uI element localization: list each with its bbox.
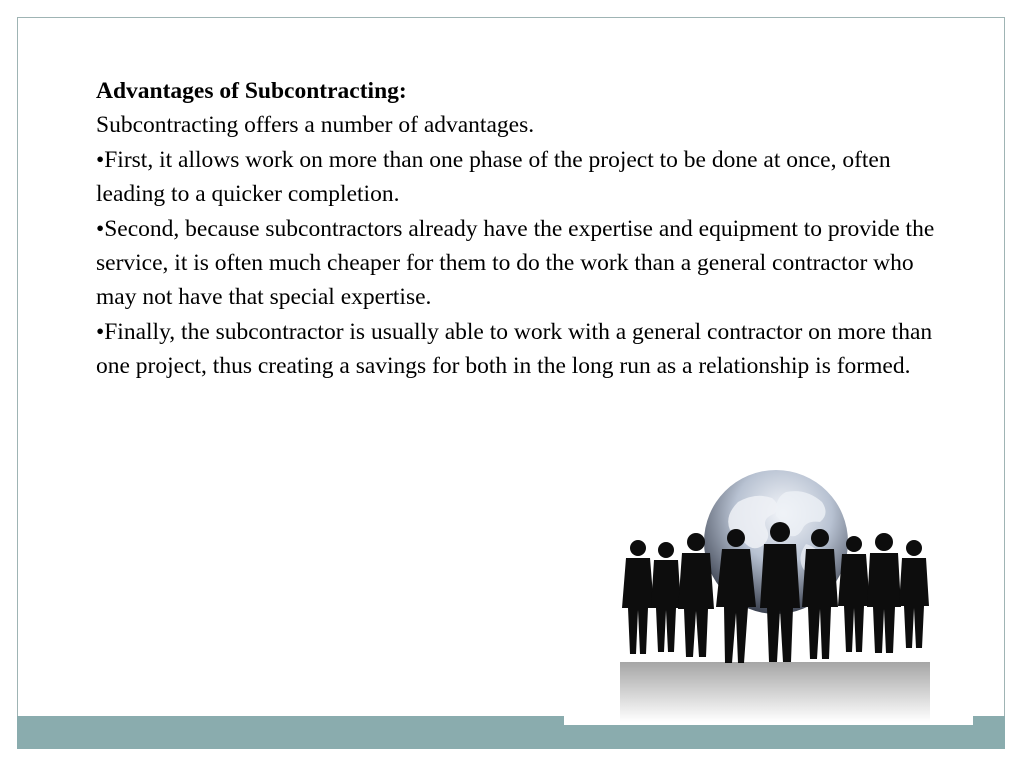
slide-body <box>96 74 936 384</box>
slide-heading: Advantages of Subcontracting: <box>96 78 407 104</box>
bullet-second: •Second, because subcontractors already have the expertise and equipment to provide the service, it is often much cheaper for them to do the work than a general contractor who may not have that special expertise. <box>96 215 935 311</box>
business-team-globe-icon <box>610 462 940 732</box>
bullet-first: •First, it allows work on more than one phase of the project to be done at once, often leading to a quicker completion. <box>96 146 891 208</box>
intro-text: Subcontracting offers a number of advantages. <box>96 112 535 139</box>
bullet-third: •Finally, the subcontractor is usually able to work with a general contractor on more than one project, thus creating a savings for both in the long run as a relationship is formed. <box>96 318 933 380</box>
reflection-shadow <box>620 662 930 722</box>
